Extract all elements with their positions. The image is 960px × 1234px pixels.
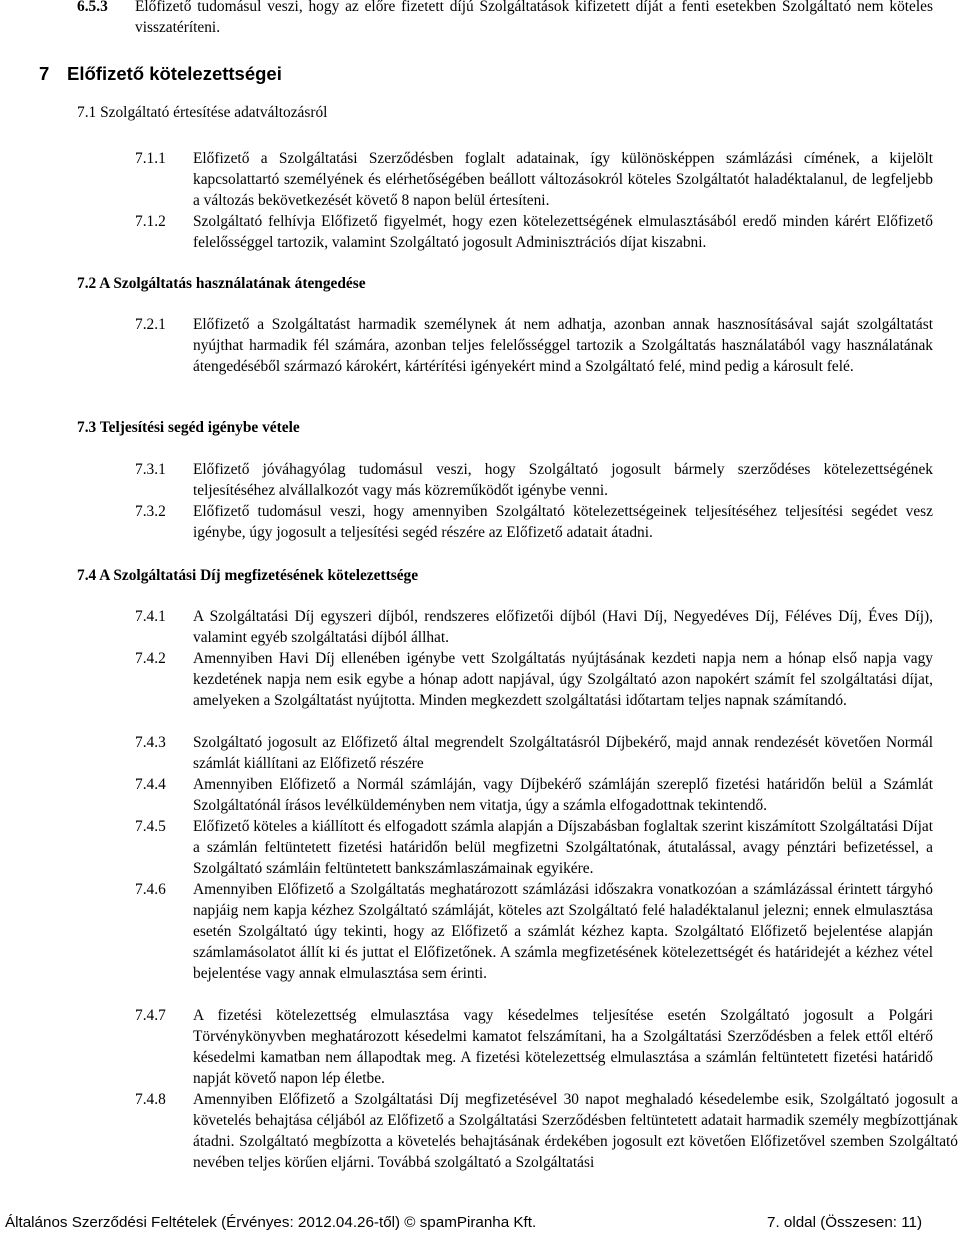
item-text: Amennyiben Előfizető a Szolgáltatási Díj megfizetésével 30 napot meghaladó késedelembe esik, Szolgáltató jogosult a követelés behajtása céljából az Előfizető a Szolgáltatási Szerződésben feltüntetett adatait harmadik személy megbízottjának átadni. Szolgáltató megbízotta a követelés behajtásának érdekében jogosult ezt követően Előfizetővel szemben Szolgáltató nevében teljes körűen eljárni. Továbbá szolgáltató a Szolgáltatási xyxy=(193,1091,958,1172)
item-text: A Szolgáltatási Díj egyszeri díjból, rendszeres előfizetői díjból (Havi Díj, Negyedéves Díj, Féléves Díj, Éves Díj), valamint egyéb szolgáltatási díjból állhat. xyxy=(193,608,933,647)
footer-page-number: 7. oldal (Összesen: 11) xyxy=(767,1214,923,1231)
item-text: Előfizető jóváhagyólag tudomásul veszi, hogy Szolgáltató jogosult bármely szerződéses kötelezettségének teljesítéséhez alvállalkozót vagy más közreműködőt igénybe venni. xyxy=(193,461,933,500)
item-number: 7.4.6 xyxy=(135,881,166,898)
item-text: Előfizető tudomásul veszi, hogy az előre fizetett díjú Szolgáltatások kifizetett díját a fenti esetekben Szolgáltató nem köteles visszatéríteni. xyxy=(135,0,933,37)
item-text: Szolgáltató felhívja Előfizető figyelmét, hogy ezen kötelezettségének elmulasztásából eredő minden kárért Előfizető felelősséggel tartozik, valamint Szolgáltató jogosult Adminisztrációs díjat kiszabni. xyxy=(193,213,933,252)
item-number: 7.4.2 xyxy=(135,650,166,667)
item-number: 6.5.3 xyxy=(77,0,108,15)
item-7-4-5 xyxy=(135,816,933,879)
item-number: 7.4.7 xyxy=(135,1007,166,1024)
item-number: 7.3.1 xyxy=(135,461,166,478)
item-7-4-2 xyxy=(135,648,933,711)
item-text: Előfizető a Szolgáltatást harmadik személynek át nem adhatja, azonban annak hasznosításával saját szolgáltatást nyújthat harmadik fél számára, azonban teljes felelősséggel tartozik a Szolgáltatás használatából vagy használatának átengedéséből származó károkért, kártérítési igényekért mind a Szolgáltató felé, mind pedig a károsult felé. xyxy=(193,316,933,376)
item-number: 7.3.2 xyxy=(135,503,166,520)
item-7-1-2 xyxy=(135,211,933,253)
section-heading-7-1: 7.1 Szolgáltató értesítése adatváltozásról xyxy=(77,104,328,121)
chapter-number: 7 xyxy=(39,63,50,84)
item-number: 7.4.4 xyxy=(135,776,166,793)
item-number: 7.4.8 xyxy=(135,1091,166,1108)
item-text: A fizetési kötelezettség elmulasztása vagy késedelmes teljesítése esetén Szolgáltató jogosult a Polgári Törvénykönyvben meghatározott késedelmi kamatot felszámítani, ha a Szolgáltatási Szerződésben a felek ettől eltérő késedelmi kamatban nem állapodtak meg. A fizetési kötelezettség elmulasztása a számlán feltüntetett fizetési határidő napját követő napon lép életbe. xyxy=(193,1007,933,1088)
item-text: Amennyiben Előfizető a Normál számláján, vagy Díjbekérő számláján szereplő fizetési határidőn belül a Számlát Szolgáltatónál írásos levélküldeményben nem vitatja, úgy a számla elfogadottnak tekintendő. xyxy=(193,776,933,815)
item-text: Előfizető köteles a kiállított és elfogadott számla alapján a Díjszabásban foglaltak szerint kiszámított Szolgáltatási Díjat a számlán feltüntetett fizetési határidőn belül megfizetni Szolgáltatónak, átutalással, avagy pénztári befizetéssel, a Szolgáltató számláin feltüntetett bankszámlaszámainak egyikére. xyxy=(193,818,933,878)
item-7-3-1 xyxy=(135,459,933,501)
item-text: Amennyiben Havi Díj ellenében igénybe vett Szolgáltatás nyújtásának kezdeti napja nem a hónap első napja vagy kezdetének napja nem esik egybe a hónap adott napjával, úgy Szolgáltató azon napokért számít fel szolgáltatási díjat, amelyeken a Szolgáltatást nyújtotta. Minden megkezdett szolgáltatási időtartam teljes napnak számítandó. xyxy=(193,650,933,710)
section-heading-7-3: 7.3 Teljesítési segéd igénybe vétele xyxy=(77,419,300,436)
item-7-4-7 xyxy=(135,1005,933,1089)
item-number: 7.1.2 xyxy=(135,213,166,230)
item-number: 7.1.1 xyxy=(135,150,166,167)
footer-left: Általános Szerződési Feltételek (Érvényes: 2012.04.26-től) © spamPiranha Kft. xyxy=(5,1214,537,1231)
item-number: 7.2.1 xyxy=(135,316,166,333)
item-7-2-1 xyxy=(135,314,933,377)
item-6-5-3 xyxy=(77,0,933,38)
item-7-1-1 xyxy=(135,148,933,211)
item-number: 7.4.5 xyxy=(135,818,166,835)
item-7-4-8 xyxy=(135,1089,958,1173)
section-heading-7-4: 7.4 A Szolgáltatási Díj megfizetésének kötelezettsége xyxy=(77,567,419,584)
item-7-3-2 xyxy=(135,501,933,543)
chapter-heading xyxy=(39,63,282,85)
item-number: 7.4.1 xyxy=(135,608,166,625)
item-text: Előfizető tudomásul veszi, hogy amennyiben Szolgáltató kötelezettségeinek teljesítéséhez teljesítési segédet vesz igénybe, úgy jogosult a teljesítési segéd részére az Előfizető adatait átadni. xyxy=(193,503,933,542)
item-7-4-1 xyxy=(135,606,933,648)
item-7-4-6 xyxy=(135,879,933,984)
chapter-title: Előfizető kötelezettségei xyxy=(67,63,282,84)
item-7-4-3 xyxy=(135,732,933,774)
item-text: Előfizető a Szolgáltatási Szerződésben foglalt adatainak, így különösképpen számlázási címének, a kijelölt kapcsolattartó személyének és elérhetőségében beállott változásokról köteles Szolgáltatót haladéktalanul, de legfeljebb a változás bekövetkezését követő 8 napon belül értesíteni. xyxy=(193,150,933,210)
section-heading-7-2: 7.2 A Szolgáltatás használatának átengedése xyxy=(77,275,366,292)
item-text: Szolgáltató jogosult az Előfizető által megrendelt Szolgáltatásról Díjbekérő, majd annak rendezését követően Normál számlát kiállítani az Előfizető részére xyxy=(193,734,933,773)
item-7-4-4 xyxy=(135,774,933,816)
item-number: 7.4.3 xyxy=(135,734,166,751)
item-text: Amennyiben Előfizető a Szolgáltatás meghatározott számlázási időszakra vonatkozóan a számlázással érintett tárgyhó napjáig nem kapja kézhez Szolgáltató számláját, köteles azt Szolgáltató felé haladéktalanul jelezni; ennek elmulasztása esetén Szolgáltató úgy tekinti, hogy az Előfizető a számlát kézhez kapta. Szolgáltató Előfizető bejelentése alapján számlamásolatot állít ki és juttat el Előfizetőnek. A számla megfizetésének kötelezettségét és határidejét a kézhez vétel bejelentése vagy annak elmulasztása sem érinti. xyxy=(193,881,933,983)
